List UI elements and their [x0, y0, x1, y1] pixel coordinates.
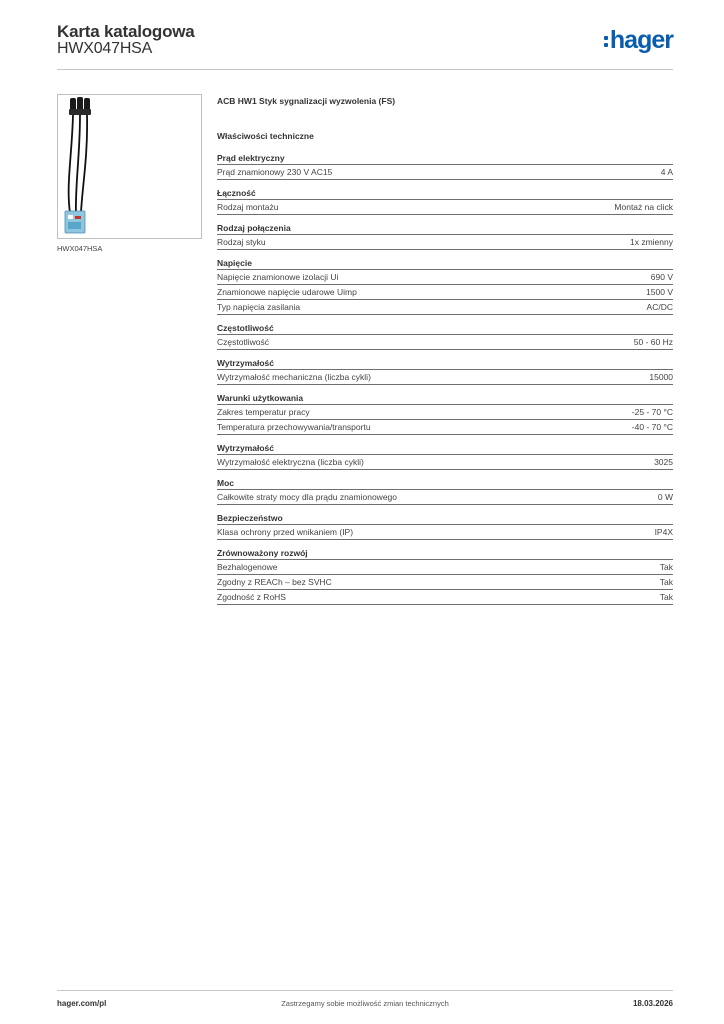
- spec-label: Wytrzymałość elektryczna (liczba cykli): [217, 457, 364, 467]
- group-title: Rodzaj połączenia: [217, 223, 673, 235]
- spec-row: [217, 165, 673, 180]
- group-title: Napięcie: [217, 258, 673, 270]
- group-title: Częstotliwość: [217, 323, 673, 335]
- document-title: Karta katalogowa: [57, 22, 195, 41]
- hager-logo: [604, 25, 673, 55]
- spec-label: Klasa ochrony przed wnikaniem (IP): [217, 527, 354, 537]
- spec-groups: [217, 153, 673, 605]
- spec-row: [217, 575, 673, 590]
- spec-row: [217, 590, 673, 605]
- spec-label: Znamionowe napięcie udarowe Uimp: [217, 287, 357, 297]
- product-code: HWX047HSA: [57, 40, 153, 57]
- spec-value: -25 - 70 °C: [631, 407, 673, 417]
- spec-group: [217, 153, 673, 180]
- spec-label: Zgodny z REACh – bez SVHC: [217, 577, 332, 587]
- spec-row: [217, 560, 673, 575]
- spec-value: 1500 V: [646, 287, 673, 297]
- spec-group: [217, 323, 673, 350]
- group-title: Warunki użytkowania: [217, 393, 673, 405]
- spec-row: [217, 420, 673, 435]
- spec-value: Tak: [659, 577, 673, 587]
- spec-group: [217, 223, 673, 250]
- spec-row: [217, 235, 673, 250]
- section-title: Właściwości techniczne: [217, 131, 314, 141]
- spec-group: [217, 478, 673, 505]
- spec-row: [217, 455, 673, 470]
- spec-label: Typ napięcia zasilania: [217, 302, 301, 312]
- spec-row: [217, 200, 673, 215]
- spec-row: [217, 490, 673, 505]
- spec-value: -40 - 70 °C: [631, 422, 673, 432]
- spec-row: [217, 270, 673, 285]
- spec-group: [217, 258, 673, 315]
- group-title: Bezpieczeństwo: [217, 513, 673, 525]
- spec-label: Rodzaj montażu: [217, 202, 279, 212]
- product-image: [57, 94, 202, 239]
- product-name: ACB HW1 Styk sygnalizacji wyzwolenia (FS): [217, 96, 396, 106]
- spec-value: 1x zmienny: [630, 237, 673, 247]
- footer-date: 18.03.2026: [632, 999, 673, 1008]
- page-footer: [57, 990, 673, 1010]
- spec-value: 0 W: [657, 492, 673, 502]
- spec-group: [217, 548, 673, 605]
- spec-value: Tak: [659, 562, 673, 572]
- page-header: [57, 20, 673, 70]
- spec-value: IP4X: [654, 527, 673, 537]
- group-title: Prąd elektryczny: [217, 153, 673, 165]
- spec-label: Zgodność z RoHS: [217, 592, 286, 602]
- auxiliary-contact-image: [58, 95, 201, 238]
- spec-row: [217, 405, 673, 420]
- spec-row: [217, 525, 673, 540]
- spec-value: AC/DC: [646, 302, 673, 312]
- image-caption: HWX047HSA: [57, 244, 103, 253]
- spec-value: 4 A: [660, 167, 673, 177]
- spec-value: 690 V: [650, 272, 673, 282]
- spec-group: [217, 188, 673, 215]
- spec-value: 15000: [649, 372, 673, 382]
- spec-row: [217, 285, 673, 300]
- spec-row: [217, 300, 673, 315]
- spec-label: Wytrzymałość mechaniczna (liczba cykli): [217, 372, 371, 382]
- logo-dots-icon: [604, 36, 608, 47]
- spec-value: 3025: [654, 457, 673, 467]
- group-title: Moc: [217, 478, 673, 490]
- footer-notice: Zastrzegamy sobie możliwość zmian technicznych: [281, 999, 449, 1008]
- spec-label: Temperatura przechowywania/transportu: [217, 422, 371, 432]
- spec-group: [217, 393, 673, 435]
- logo-text: hager: [609, 25, 673, 54]
- spec-group: [217, 358, 673, 385]
- group-title: Wytrzymałość: [217, 443, 673, 455]
- spec-value: Montaż na click: [614, 202, 673, 212]
- group-title: Łączność: [217, 188, 673, 200]
- spec-label: Całkowite straty mocy dla prądu znamionowego: [217, 492, 398, 502]
- spec-value: Tak: [659, 592, 673, 602]
- spec-group: [217, 513, 673, 540]
- group-title: Wytrzymałość: [217, 358, 673, 370]
- spec-group: [217, 443, 673, 470]
- group-title: Zrównoważony rozwój: [217, 548, 673, 560]
- spec-label: Częstotliwość: [217, 337, 269, 347]
- spec-value: 50 - 60 Hz: [633, 337, 673, 347]
- footer-website[interactable]: hager.com/pl: [57, 999, 107, 1008]
- spec-label: Napięcie znamionowe izolacji Ui: [217, 272, 339, 282]
- spec-label: Bezhalogenowe: [217, 562, 278, 572]
- spec-label: Zakres temperatur pracy: [217, 407, 310, 417]
- spec-label: Rodzaj styku: [217, 237, 266, 247]
- spec-row: [217, 370, 673, 385]
- spec-label: Prąd znamionowy 230 V AC15: [217, 167, 333, 177]
- specification-content: [217, 96, 673, 605]
- spec-row: [217, 335, 673, 350]
